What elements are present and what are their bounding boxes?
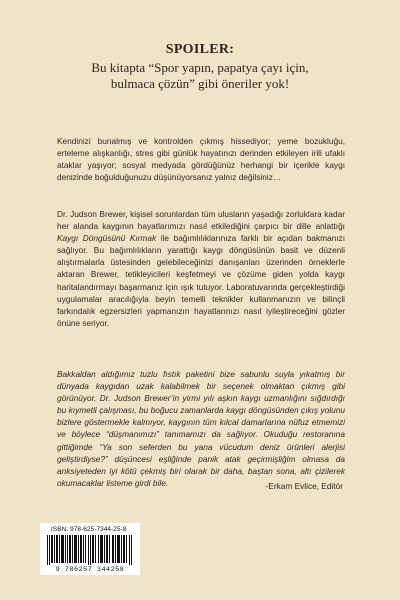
barcode-icon	[45, 535, 135, 565]
spoiler-line-2: bulmaca çözün” gibi öneriler yok!	[110, 76, 290, 91]
description-paragraph	[57, 208, 345, 329]
spoiler-line-1: Bu kitapta “Spor yapın, papatya çayı için,	[91, 60, 309, 75]
description-text-1: Dr. Judson Brewer, kişisel sorunlardan tüm ulusların yaşadığı zorluklara kadar her alanda kaygının hayatlarımızı nasıl etkilediğini çarpıcı bir dille anlattığı	[57, 209, 345, 232]
isbn-barcode	[40, 523, 140, 575]
barcode-digits: 9 786257 344258	[55, 566, 125, 574]
spoiler-block	[0, 42, 400, 92]
isbn-label: ISBN: 978-625-7344-25-8	[51, 526, 127, 533]
intro-paragraph: Kendinizi bunalmış ve kontrolden çıkmış hissediyor; yeme bozukluğu, erteleme alışkanlığı, stres gibi günlük hayatınızı derinden etkileyen irili ufaklı ataklar yaşıyor; sosyal medyada gördüğünüz herhangi bir içerikle kaygı denizinde boğulduğunuzu düşünüyorsanız yalnız değilsiniz…	[57, 136, 345, 183]
book-title-inline: Kaygı Döngüsünü Kırmak	[57, 233, 157, 244]
spoiler-title: SPOILER:	[165, 42, 235, 57]
editor-signature: -Erkam Evlice, Editör	[265, 481, 343, 491]
description-text-2: ile bağımlılıklarınıza farklı bir açıdan bakmanızı sağlıyor. Bu bağımlılıkların yarattığı kaygı döngüsünün basit ve düzenli alıştırmalarla üstesinden gelebileceğinizi danışanları üzerinden örneklerle aktaran Brewer, tetikleyicileri keşfetmeyi ve çözüme giden yolda kaygı haritalandırmayı başarmanız için ışık tutuyor. Laboratuvarında gerçekleştirdiği uygulamalar aracılığıyla beyin temelli teknikler kullanmanızın ve bilinçli farkındalık egzersizleri yapmanızın hayatlarınızı nasıl iyileştireceğini gözler önüne seriyor.	[57, 233, 346, 328]
editor-quote-paragraph: Bakkaldan aldığımız tuzlu fıstık paketini bize sabunlu suyla yıkatmış bir dünyada kaygıdan uzak kalabilmek bir seçenek olmaktan çıkmış gibi görünüyor. Dr. Judson Brewer’in yirmi yılı aşkın kaygı uzmanlığını sığdırdığı bu kıymetli çalışması, bu boğucu zamanlarda kaygı döngüsünden çıkış yolunu bizlere göstermekle kalmıyor, kaygının tüm kılcal damarlarına nüfuz etmemizi ve böylece “düşmanımızı” tanımamızı da sağlıyor. Okuduğu restoranına gittiğimde “Ya son seferden bu yana vücudum deniz ürünleri alerjisi geliştirdiyse?” düşüncesi eşliğinde panik atak geçirmişliğim olmasa da anksiyeteden iyi kötü çekmiş biri olarak bir daha, baştan sona, altı çizilerek okumacaklar listeme girdi bile.	[57, 369, 345, 488]
